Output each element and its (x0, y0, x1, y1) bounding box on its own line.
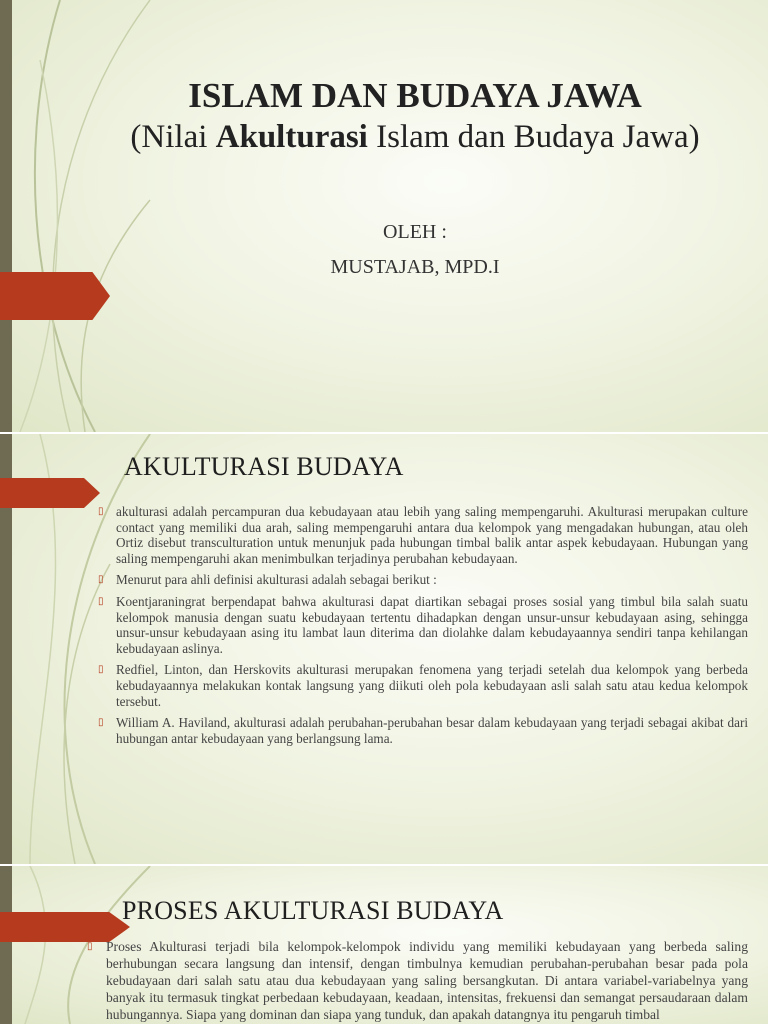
akulturasi-bullet-list (98, 504, 748, 752)
arrow-marker (0, 478, 100, 508)
subtitle: (Nilai Akulturasi Islam dan Budaya Jawa) (130, 119, 700, 155)
arrow-marker (0, 272, 110, 320)
author-name: MUSTAJAB, MPD.I (330, 256, 500, 278)
section-heading: PROSES AKULTURASI BUDAYA (122, 896, 504, 925)
list-item: ▯ akulturasi adalah percampuran dua kebudayaan atau lebih yang saling mempengaruhi. Akulturasi merupakan culture contact yang memiliki dua arah, saling mempengaruhi antara dua kelompok yang mengadakan hubungan, atau oleh Ortiz disebut transculturation untuk menunjuk pada hubungan timbal balik antar aspek kebudayaan. Hubungan yang saling mempengaruhi akan menimbulkan terjadinya perubahan kebudayaan. (98, 504, 748, 566)
left-bar (0, 0, 12, 432)
list-item: ▯ Menurut para ahli definisi akulturasi adalah sebagai berikut : (98, 572, 437, 588)
left-bar (0, 866, 12, 1024)
box-bullet-icon: ▯ (98, 595, 104, 607)
main-title: ISLAM DAN BUDAYA JAWA (188, 76, 642, 115)
list-item: ▯ Proses Akulturasi terjadi bila kelompok-kelompok individu yang memiliki kebudayaan yang berbeda saling berhubungan secara langsung dan intensif, dengan timbulnya kemudian perubahan-perubahan besar pada pola kebudayaan dari salah satu atau dua kebudayaan yang saling bersangkutan. Di antara variabel-variabelnya yang banyak itu termasuk tingkat perbedaan kebudayaan, keadaan, intensitas, frekuensi dan semangat persaudaraan dalam hubungannya. Siapa yang dominan dan siapa yang tunduk, dan apakah datangnya itu pengaruh timbal (87, 939, 748, 1022)
box-bullet-icon: ▯ (98, 664, 104, 676)
slide-title-block (110, 74, 720, 156)
proses-bullet-list (87, 938, 748, 1023)
list-item: ▯ Koentjaraningrat berpendapat bahwa akulturasi dapat diartikan sebagai proses sosial yang timbul bila salah suatu kelompok manusia dengan suatu kebudayaan tertentu dihadapkan dengan unsur-unsur kebudayaan asing, sehingga unsur-unsur kebudayaan asing itu lambat laun diterima dan diolahke dalam kebudayaannya sendiri tanpa kehilangan kebudayaan aslinya. (98, 593, 748, 656)
box-bullet-icon: ▯ (87, 941, 93, 952)
section-heading: AKULTURASI BUDAYA (124, 452, 404, 481)
list-item: ▯ Redfiel, Linton, dan Herskovits akulturasi merupakan fenomena yang terjadi setelah dua kelompok yang berbeda kebudayaannya melakukan kontak langsung yang diikuti oleh pola kebudayaan asli salah satu atau kedua kelompok tersebut. (98, 662, 748, 709)
slide-title (0, 0, 768, 432)
swirl-decoration (0, 0, 180, 432)
box-bullet-icon: ▯ (98, 717, 104, 729)
oleh-label: OLEH : (383, 221, 447, 243)
box-bullet-icon: ▯ (98, 574, 104, 586)
list-item: ▯ William A. Haviland, akulturasi adalah perubahan-perubahan besar dalam kebudayaan yang terjadi sebagai akibat dari hubungan antar kebudayaan yang berlangsung lama. (98, 715, 748, 746)
box-bullet-icon: ▯ (98, 506, 104, 517)
